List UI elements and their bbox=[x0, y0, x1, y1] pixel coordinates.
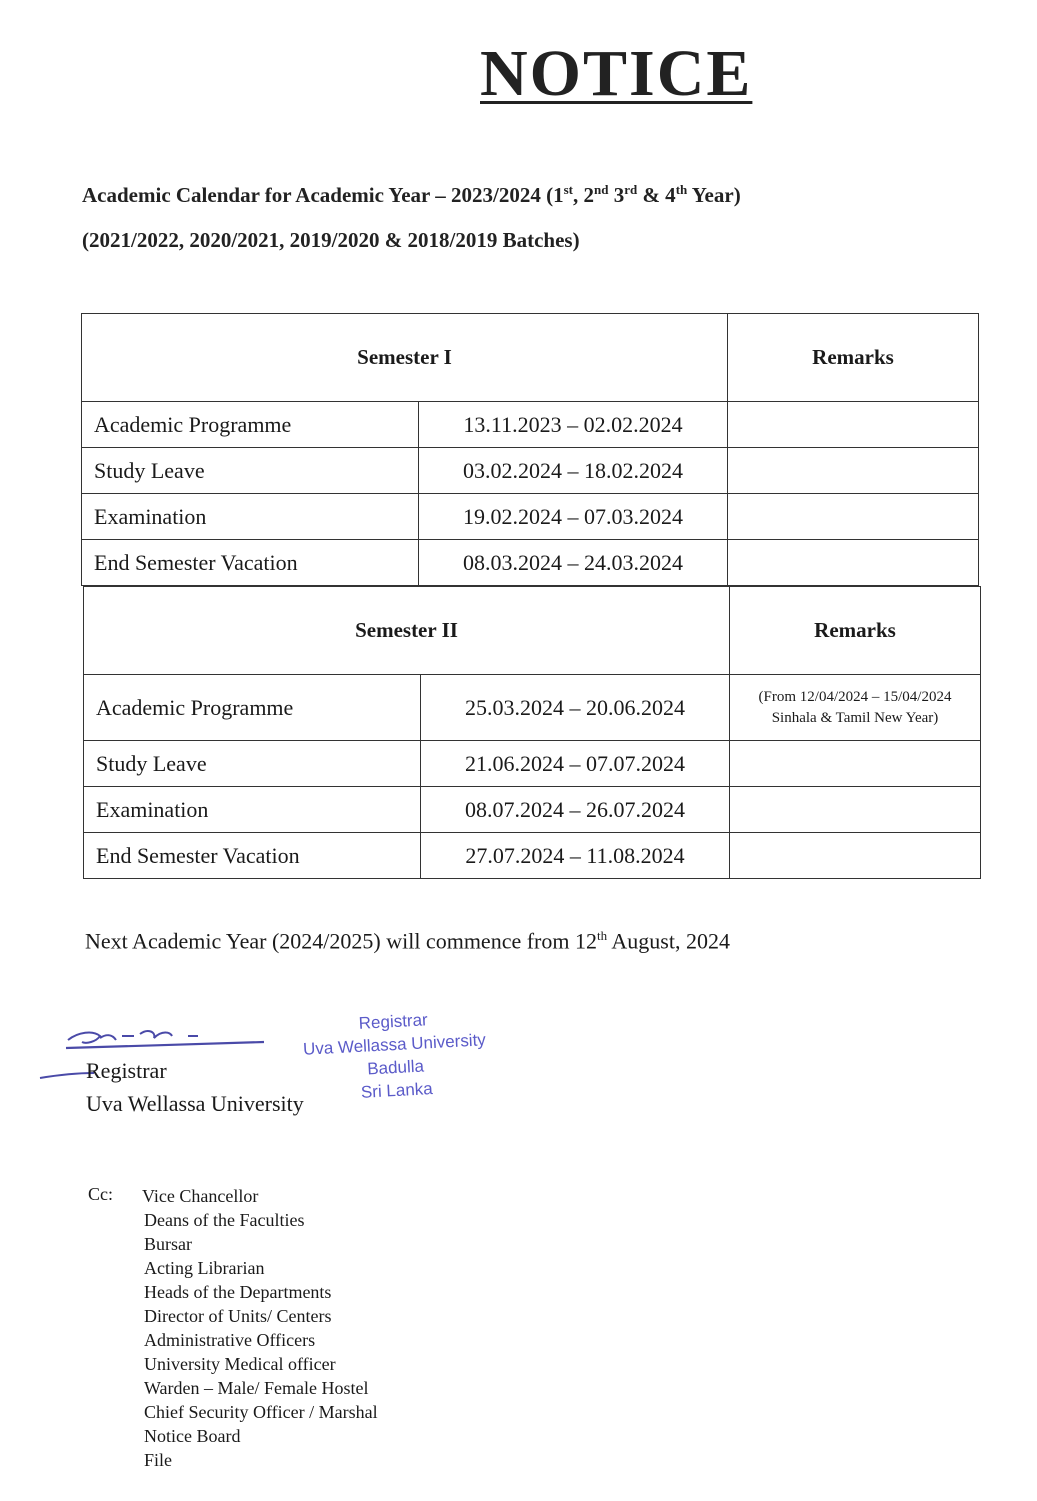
activity-cell: End Semester Vacation bbox=[82, 540, 419, 586]
table-row bbox=[82, 494, 979, 540]
date-cell: 13.11.2023 – 02.02.2024 bbox=[419, 402, 728, 448]
remarks-cell: (From 12/04/2024 – 15/04/2024 Sinhala & Tamil New Year) bbox=[730, 675, 981, 741]
date-cell: 03.02.2024 – 18.02.2024 bbox=[419, 448, 728, 494]
remarks-cell bbox=[728, 448, 979, 494]
date-cell: 08.03.2024 – 24.03.2024 bbox=[419, 540, 728, 586]
semester-2-remarks-header: Remarks bbox=[730, 587, 981, 675]
cc-label: Cc: bbox=[88, 1184, 113, 1204]
activity-cell: Study Leave bbox=[82, 448, 419, 494]
semester-2-header: Semester II bbox=[84, 587, 730, 675]
date-cell: 08.07.2024 – 26.07.2024 bbox=[421, 787, 730, 833]
table-row bbox=[84, 787, 981, 833]
remarks-cell bbox=[730, 787, 981, 833]
remarks-cell bbox=[728, 402, 979, 448]
list-item: Vice Chancellor bbox=[142, 1186, 259, 1206]
table-row bbox=[84, 833, 981, 879]
list-item: Deans of the Faculties bbox=[144, 1210, 305, 1230]
table-row bbox=[84, 741, 981, 787]
activity-cell: End Semester Vacation bbox=[84, 833, 421, 879]
list-item: File bbox=[144, 1450, 173, 1470]
stamp-line: Registrar bbox=[358, 1010, 429, 1033]
list-item: Heads of the Departments bbox=[144, 1282, 332, 1302]
list-item: Chief Security Officer / Marshal bbox=[144, 1402, 378, 1422]
next-academic-year-notice: Next Academic Year (2024/2025) will commence from 12th August, 2024 bbox=[85, 928, 730, 954]
semester-1-table bbox=[81, 313, 979, 586]
batches-heading: (2021/2022, 2020/2021, 2019/2020 & 2018/2019 Batches) bbox=[82, 228, 580, 252]
table-row bbox=[84, 675, 981, 741]
remarks-cell bbox=[730, 741, 981, 787]
semester-1-remarks-header: Remarks bbox=[728, 314, 979, 402]
list-item: Warden – Male/ Female Hostel bbox=[144, 1378, 369, 1398]
calendar-heading: Academic Calendar for Academic Year – 2023/2024 (1st, 2nd 3rd & 4th Year) bbox=[82, 182, 741, 207]
list-item: Notice Board bbox=[144, 1426, 241, 1446]
list-item: Administrative Officers bbox=[144, 1330, 316, 1350]
remarks-cell bbox=[730, 833, 981, 879]
list-item: Director of Units/ Centers bbox=[144, 1306, 332, 1326]
date-cell: 19.02.2024 – 07.03.2024 bbox=[419, 494, 728, 540]
table-row bbox=[82, 402, 979, 448]
stamp-line: Sri Lanka bbox=[360, 1079, 434, 1102]
semester-2-table bbox=[83, 586, 981, 879]
stamp-line: Badulla bbox=[366, 1056, 425, 1079]
semester-1-header: Semester I bbox=[82, 314, 728, 402]
stamp-line: Uva Wellassa University bbox=[302, 1030, 487, 1059]
activity-cell: Academic Programme bbox=[84, 675, 421, 741]
cc-recipient-list bbox=[142, 1184, 378, 1472]
date-cell: 25.03.2024 – 20.06.2024 bbox=[421, 675, 730, 741]
table-row bbox=[82, 448, 979, 494]
remarks-cell bbox=[728, 494, 979, 540]
list-item: University Medical officer bbox=[144, 1354, 336, 1374]
activity-cell: Examination bbox=[82, 494, 419, 540]
activity-cell: Examination bbox=[84, 787, 421, 833]
table-row bbox=[82, 540, 979, 586]
remarks-cell bbox=[728, 540, 979, 586]
signatory-title: Registrar bbox=[86, 1058, 167, 1083]
date-cell: 21.06.2024 – 07.07.2024 bbox=[421, 741, 730, 787]
activity-cell: Study Leave bbox=[84, 741, 421, 787]
list-item: Bursar bbox=[144, 1234, 192, 1254]
date-cell: 27.07.2024 – 11.08.2024 bbox=[421, 833, 730, 879]
activity-cell: Academic Programme bbox=[82, 402, 419, 448]
signatory-organization: Uva Wellassa University bbox=[86, 1091, 304, 1116]
list-item: Acting Librarian bbox=[144, 1258, 265, 1278]
notice-title: NOTICE bbox=[480, 37, 753, 110]
official-stamp bbox=[278, 1004, 512, 1108]
